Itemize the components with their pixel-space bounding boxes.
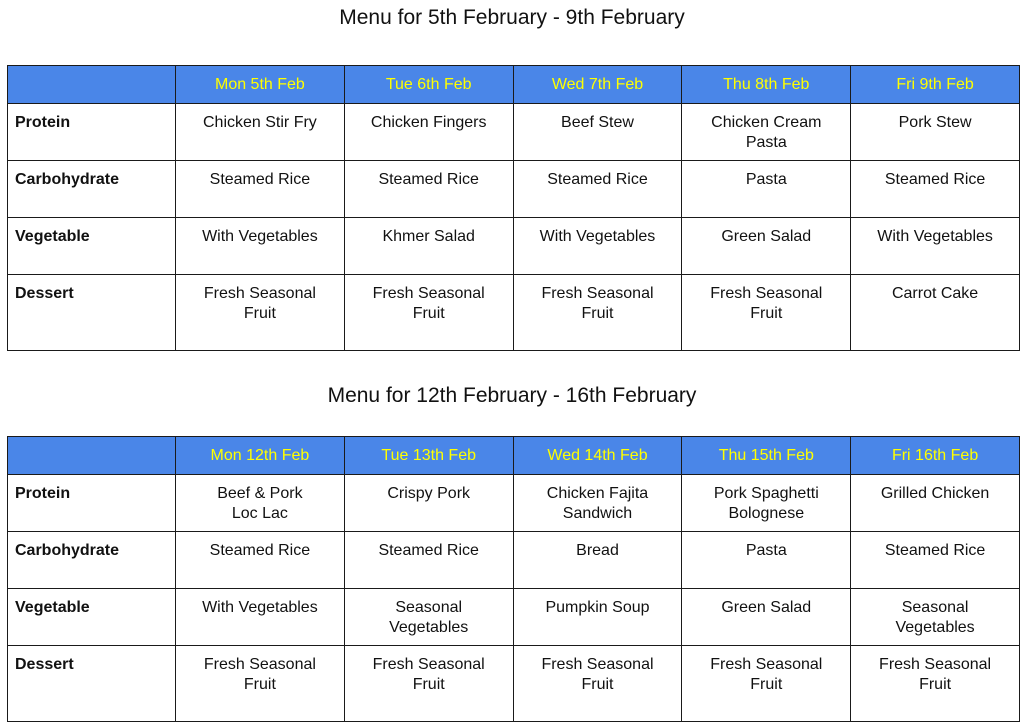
menu-cell: Bread xyxy=(513,532,682,589)
day-header: Mon 5th Feb xyxy=(176,66,345,104)
table-row-carbohydrate xyxy=(8,532,1020,589)
menu-cell: Fresh Seasonal Fruit xyxy=(176,646,345,722)
menu-cell: Steamed Rice xyxy=(176,161,345,218)
menu-table-week-1 xyxy=(7,65,1020,351)
menu-cell: Fresh Seasonal Fruit xyxy=(682,646,851,722)
row-label: Protein xyxy=(8,104,176,161)
table-row-vegetable xyxy=(8,589,1020,646)
table-row-dessert xyxy=(8,275,1020,351)
day-header: Thu 15th Feb xyxy=(682,437,851,475)
menu-title-week-2: Menu for 12th February - 16th February xyxy=(327,384,697,407)
menu-cell: Seasonal Vegetables xyxy=(344,589,513,646)
menu-cell: Carrot Cake xyxy=(851,275,1020,351)
row-label: Carbohydrate xyxy=(8,532,176,589)
day-header: Fri 16th Feb xyxy=(851,437,1020,475)
row-label: Dessert xyxy=(8,646,176,722)
menu-cell: Seasonal Vegetables xyxy=(851,589,1020,646)
menu-cell: Steamed Rice xyxy=(851,161,1020,218)
menu-cell: Steamed Rice xyxy=(851,532,1020,589)
menu-cell: Fresh Seasonal Fruit xyxy=(176,275,345,351)
header-corner-cell xyxy=(8,437,176,475)
menu-cell: Beef & Pork Loc Lac xyxy=(176,475,345,532)
menu-cell: Pasta xyxy=(682,161,851,218)
menu-cell: Chicken Cream Pasta xyxy=(682,104,851,161)
menu-cell: Fresh Seasonal Fruit xyxy=(851,646,1020,722)
menu-cell: Steamed Rice xyxy=(344,161,513,218)
table-row-dessert xyxy=(8,646,1020,722)
menu-cell: Beef Stew xyxy=(513,104,682,161)
menu-cell: Chicken Fingers xyxy=(344,104,513,161)
table-row-vegetable xyxy=(8,218,1020,275)
day-header: Thu 8th Feb xyxy=(682,66,851,104)
menu-cell: Pork Stew xyxy=(851,104,1020,161)
table-row-protein xyxy=(8,104,1020,161)
header-corner-cell xyxy=(8,66,176,104)
menu-cell: Fresh Seasonal Fruit xyxy=(513,646,682,722)
menu-cell: Pumpkin Soup xyxy=(513,589,682,646)
table-row-protein xyxy=(8,475,1020,532)
menu-cell: With Vegetables xyxy=(513,218,682,275)
menu-cell: With Vegetables xyxy=(176,218,345,275)
row-label: Vegetable xyxy=(8,218,176,275)
row-label: Carbohydrate xyxy=(8,161,176,218)
day-header: Mon 12th Feb xyxy=(176,437,345,475)
menu-cell: Grilled Chicken xyxy=(851,475,1020,532)
table-header-row xyxy=(8,437,1020,475)
menu-cell: Steamed Rice xyxy=(176,532,345,589)
day-header: Wed 14th Feb xyxy=(513,437,682,475)
row-label: Protein xyxy=(8,475,176,532)
menu-cell: Steamed Rice xyxy=(344,532,513,589)
menu-cell: Chicken Stir Fry xyxy=(176,104,345,161)
table-header-row xyxy=(8,66,1020,104)
table-row-carbohydrate xyxy=(8,161,1020,218)
menu-cell: Khmer Salad xyxy=(344,218,513,275)
menu-cell: Fresh Seasonal Fruit xyxy=(682,275,851,351)
menu-cell: Steamed Rice xyxy=(513,161,682,218)
menu-cell: With Vegetables xyxy=(851,218,1020,275)
day-header: Wed 7th Feb xyxy=(513,66,682,104)
menu-cell: Pork Spaghetti Bolognese xyxy=(682,475,851,532)
day-header: Tue 13th Feb xyxy=(344,437,513,475)
day-header: Fri 9th Feb xyxy=(851,66,1020,104)
menu-cell: Green Salad xyxy=(682,218,851,275)
row-label: Dessert xyxy=(8,275,176,351)
menu-cell: Chicken Fajita Sandwich xyxy=(513,475,682,532)
menu-table-week-2 xyxy=(7,436,1020,722)
menu-title-week-1: Menu for 5th February - 9th February xyxy=(339,6,685,29)
menu-cell: Green Salad xyxy=(682,589,851,646)
menu-cell: Fresh Seasonal Fruit xyxy=(344,646,513,722)
menu-cell: Crispy Pork xyxy=(344,475,513,532)
menu-cell: Fresh Seasonal Fruit xyxy=(344,275,513,351)
menu-cell: With Vegetables xyxy=(176,589,345,646)
day-header: Tue 6th Feb xyxy=(344,66,513,104)
menu-cell: Pasta xyxy=(682,532,851,589)
row-label: Vegetable xyxy=(8,589,176,646)
menu-cell: Fresh Seasonal Fruit xyxy=(513,275,682,351)
